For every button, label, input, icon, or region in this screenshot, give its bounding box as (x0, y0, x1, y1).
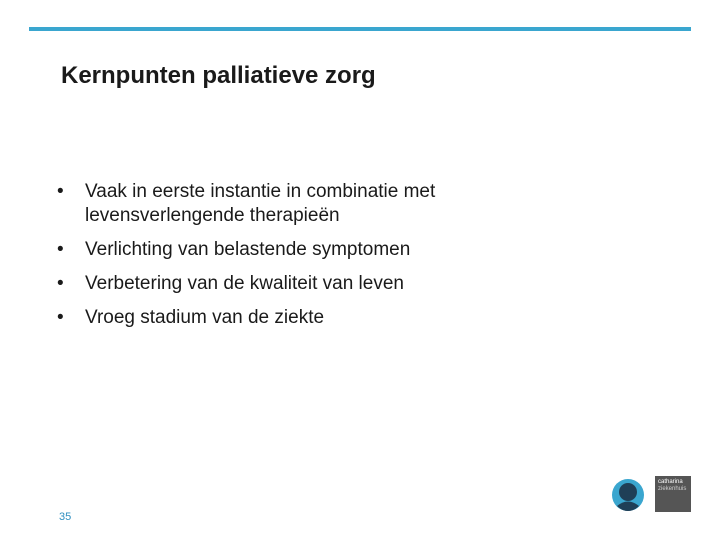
page-number: 35 (59, 511, 72, 523)
bullet-marker: • (57, 239, 64, 260)
bullet-item (57, 180, 517, 228)
bullet-marker: • (57, 307, 64, 328)
bullet-list (57, 180, 517, 340)
slide-title: Kernpunten palliatieve zorg (61, 62, 376, 89)
logo-circle-icon (612, 479, 644, 511)
logo-text-line2: ziekenhuis (658, 486, 687, 492)
hospital-logo (655, 476, 691, 512)
bullet-marker: • (57, 273, 64, 294)
logo-text-line1: catharina (658, 479, 683, 485)
bullet-text: Vroeg stadium van de ziekte (85, 307, 325, 328)
bullet-text: Vaak in eerste instantie in combinatie met levensverlengende therapieën (85, 181, 436, 226)
bullet-marker: • (57, 181, 64, 202)
bullet-text: Verbetering van de kwaliteit van leven (85, 273, 404, 294)
bullet-item (57, 238, 517, 262)
bullet-item (57, 306, 517, 330)
top-accent-rule (29, 27, 691, 31)
bullet-text: Verlichting van belastende symptomen (85, 239, 411, 260)
bullet-item (57, 272, 517, 296)
